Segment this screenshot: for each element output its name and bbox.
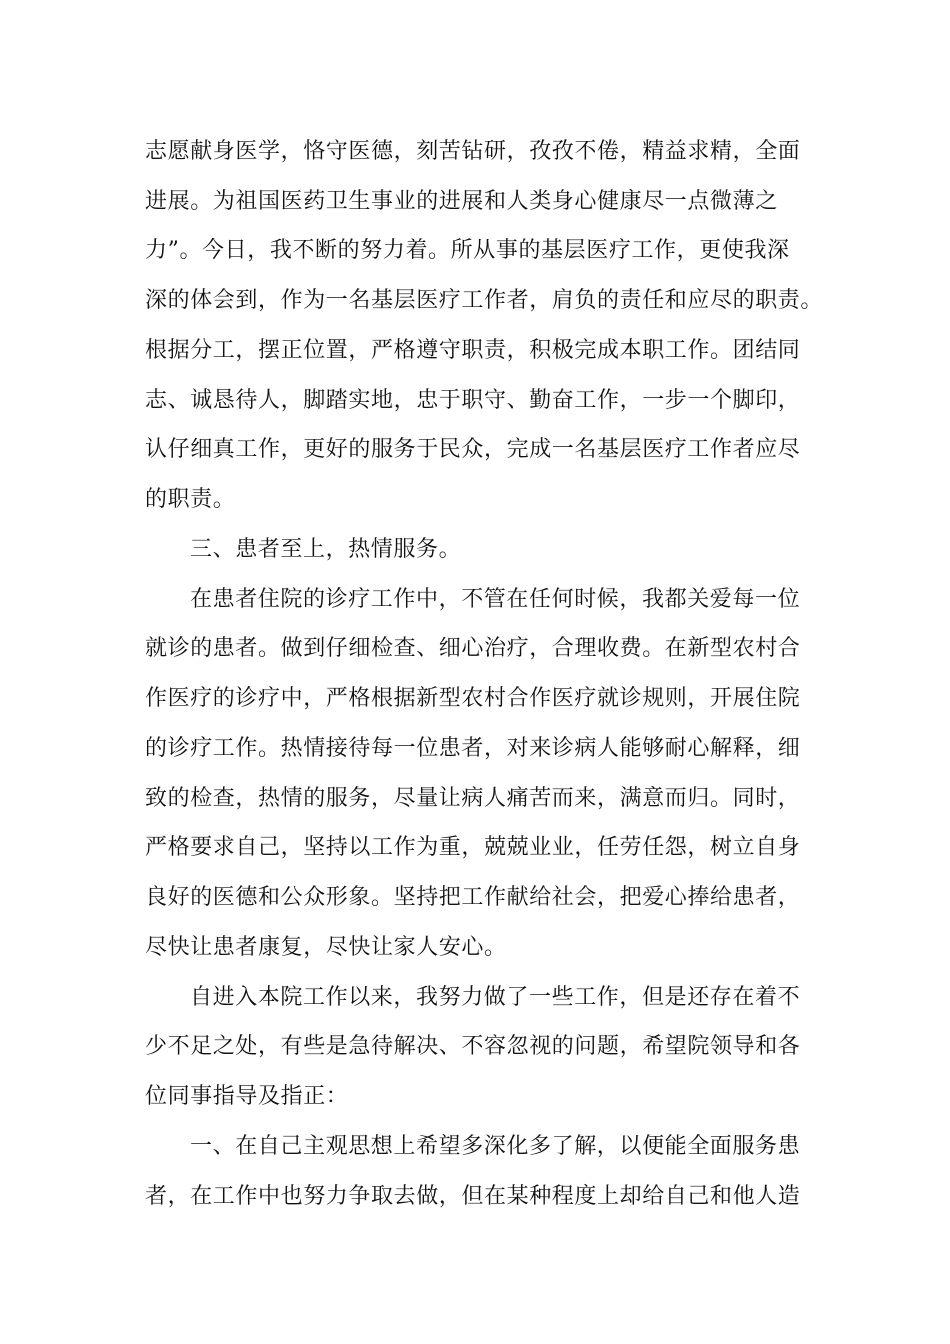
text-line: 少不足之处，有些是急待解决、不容忽视的问题，希望院领导和各 [145,1034,801,1059]
text-line: 严格要求自己，坚持以工作为重，兢兢业业，任劳任怨，树立自身 [145,835,801,860]
section-heading: 三、患者至上，热情服务。 [190,537,462,562]
text-line: 力”。今日，我不断的努力着。所从事的基层医疗工作，更使我深 [145,238,790,263]
text-line: 深的体会到，作为一名基层医疗工作者，肩负的责任和应尽的职责。 [145,288,824,313]
text-line: 在患者住院的诊疗工作中，不管在任何时候，我都关爱每一位 [190,587,801,612]
text-line: 致的检查，热情的服务，尽量让病人痛苦而来，满意而归。同时， [145,786,801,811]
text-line: 的职责。 [145,487,236,512]
text-line: 自进入本院工作以来，我努力做了一些工作，但是还存在着不 [190,985,801,1010]
text-line: 志、诚恳待人，脚踏实地，忠于职守、勤奋工作，一步一个脚印， [145,388,801,413]
text-line: 一、在自己主观思想上希望多深化多了解，以便能全面服务患 [190,1134,801,1159]
text-line: 作医疗的诊疗中，严格根据新型农村合作医疗就诊规则，开展住院 [145,686,801,711]
text-line: 认仔细真工作，更好的服务于民众，完成一名基层医疗工作者应尽 [145,437,801,462]
text-line: 根据分工，摆正位置，严格遵守职责，积极完成本职工作。团结同 [145,338,801,363]
text-line: 者，在工作中也努力争取去做，但在某种程度上却给自己和他人造 [145,1184,801,1209]
text-line: 良好的医德和公众形象。坚持把工作献给社会，把爱心捧给患者， [145,885,801,910]
text-line: 的诊疗工作。热情接待每一位患者，对来诊病人能够耐心解释，细 [145,736,801,761]
text-line: 志愿献身医学，恪守医德，刻苦钻研，孜孜不倦，精益求精，全面 [145,139,801,164]
text-line: 尽快让患者康复，尽快让家人安心。 [145,935,507,960]
text-line: 就诊的患者。做到仔细检查、细心治疗，合理收费。在新型农村合 [145,636,801,661]
text-line: 进展。为祖国医药卫生事业的进展和人类身心健康尽一点微薄之 [145,189,778,214]
text-line: 位同事指导及指正： [145,1084,349,1109]
